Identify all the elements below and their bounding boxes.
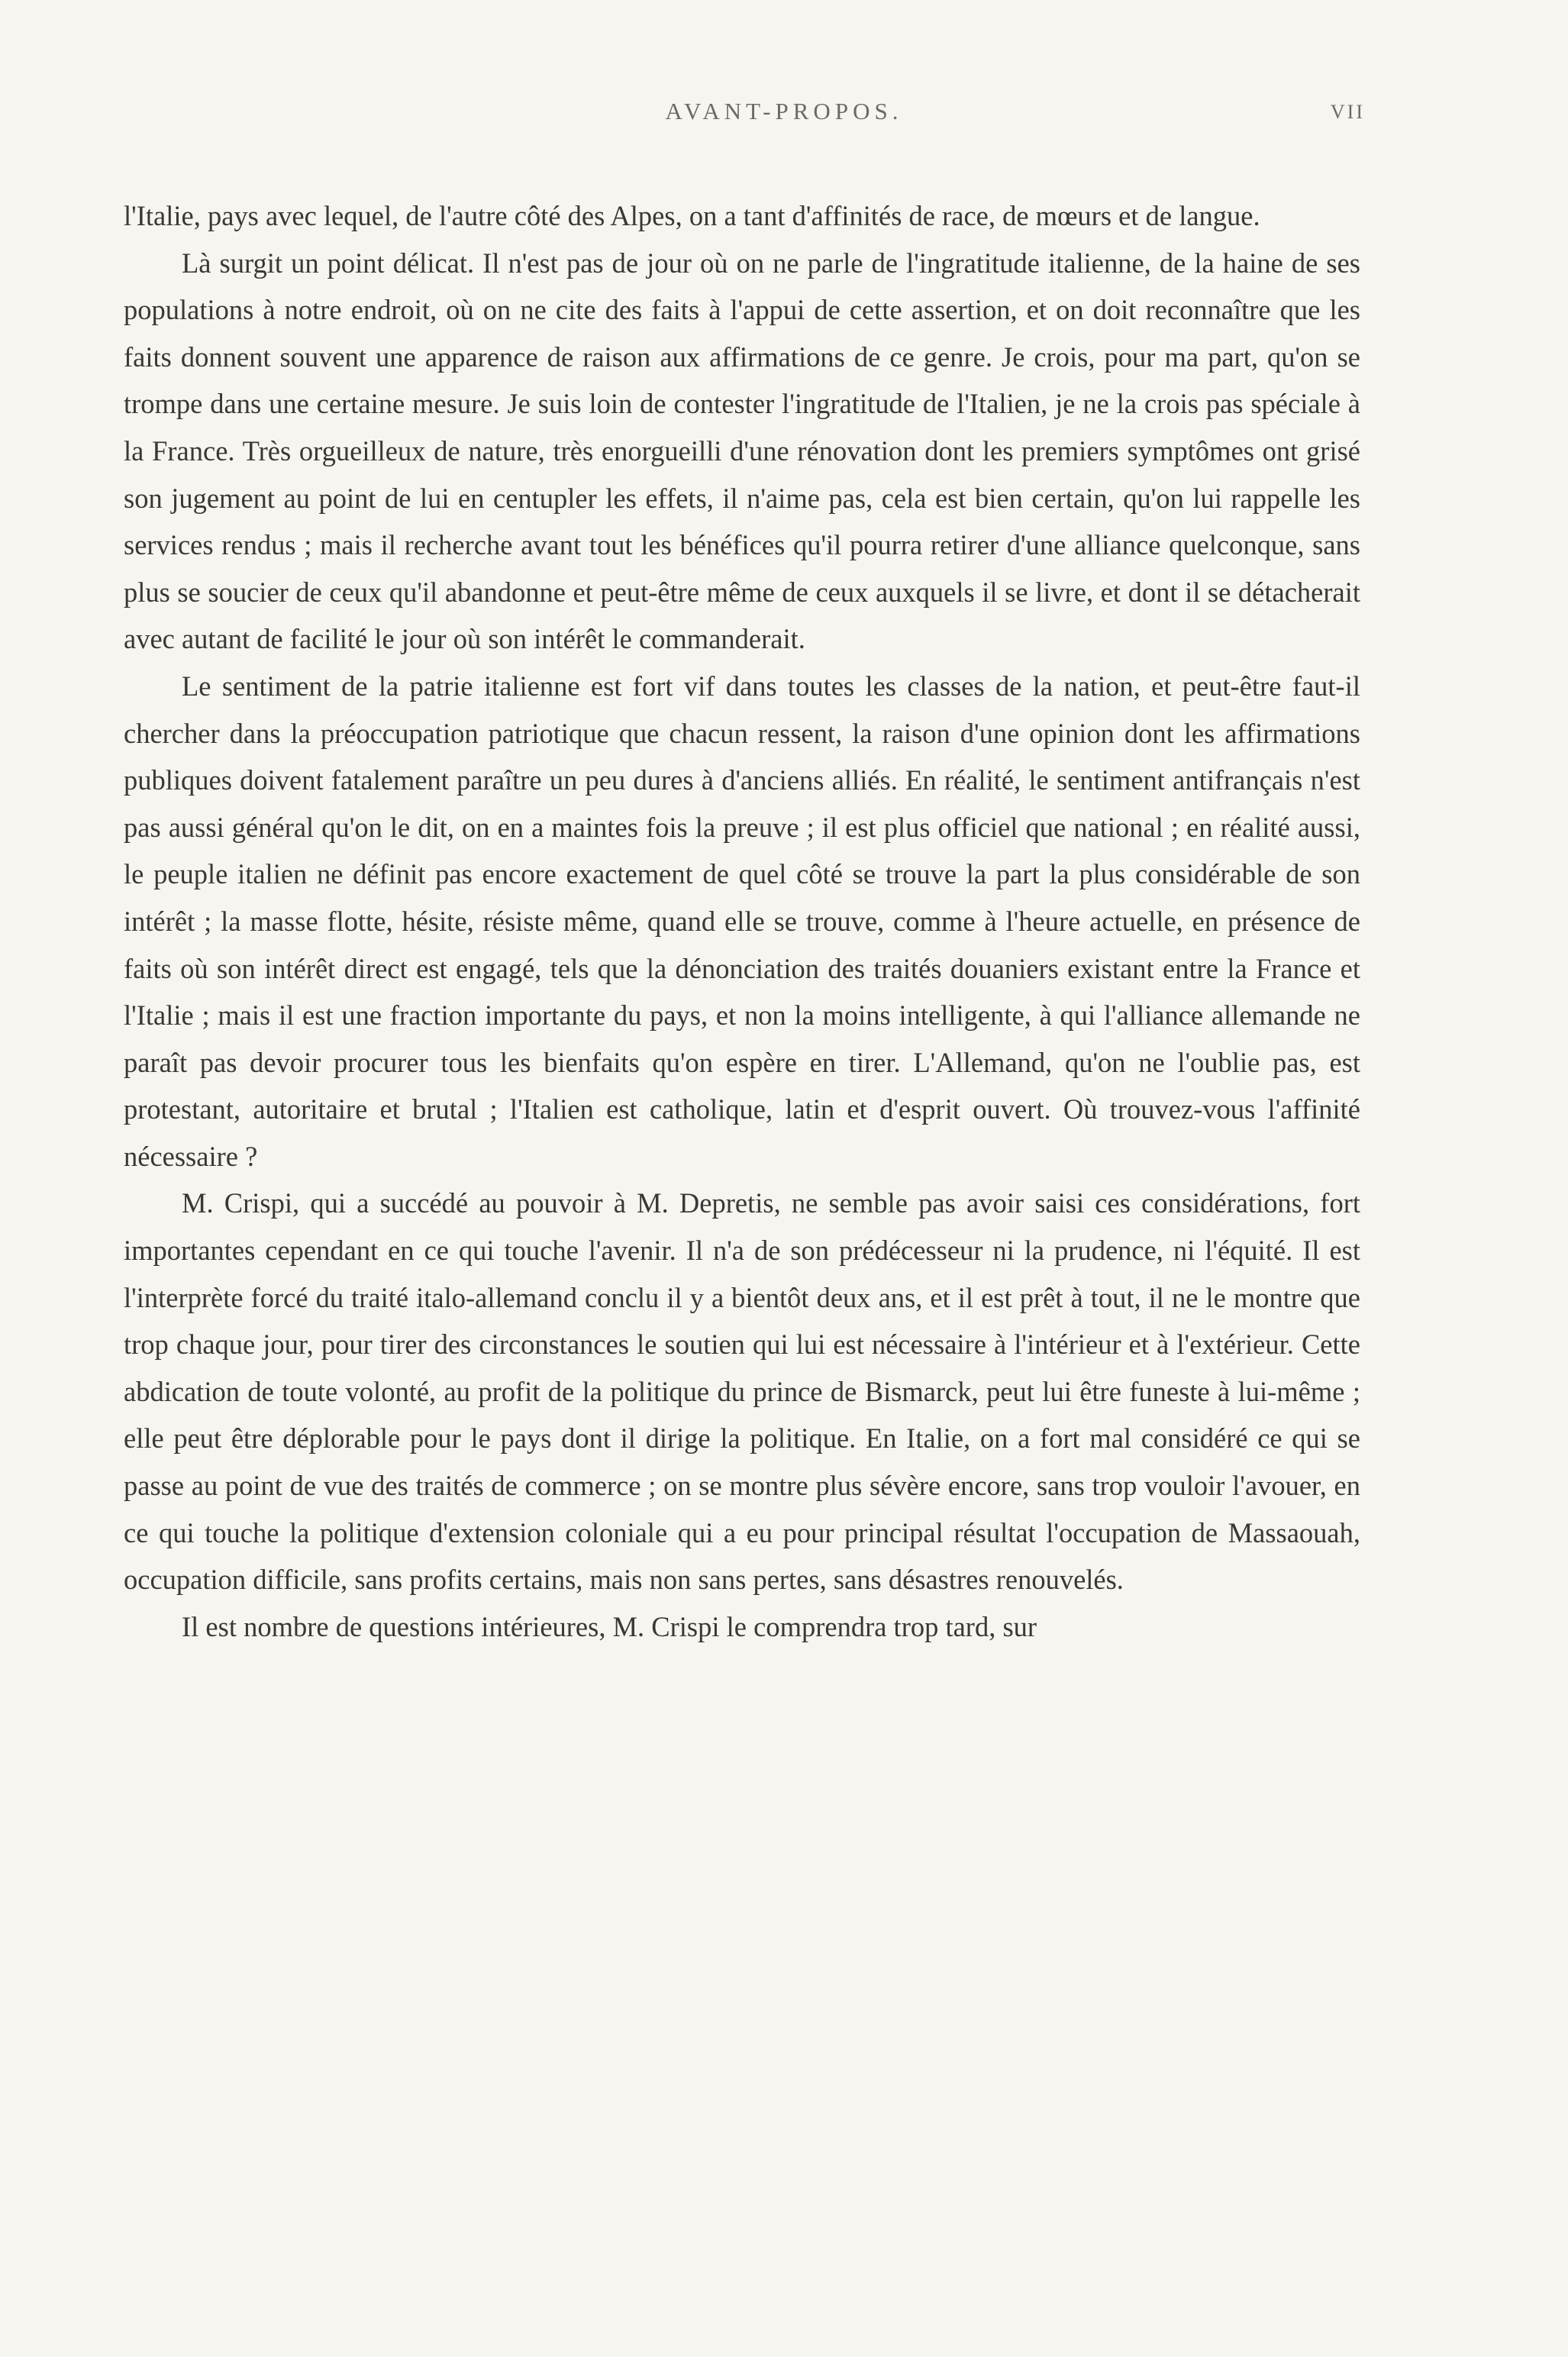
body-text: [124, 192, 1360, 1650]
page-number: VII: [1330, 101, 1365, 123]
paragraph-4: M. Crispi, qui a succédé au pouvoir à M. Depretis, ne semble pas avoir saisi ces considérations, fort importantes cependant en ce qui touche l'avenir. Il n'a de son prédécesseur ni la prudence, ni l'équité. Il est l'interprète forcé du traité italo-allemand conclu il y a bientôt deux ans, et il est prêt à tout, il ne le montre que trop chaque jour, pour tirer des circonstances le soutien qui lui est nécessaire à l'intérieur et à l'extérieur. Cette abdication de toute volonté, au profit de la politique du prince de Bismarck, peut lui être funeste à lui-même ; elle peut être déplorable pour le pays dont il dirige la politique. En Italie, on a fort mal considéré ce qui se passe au point de vue des traités de commerce ; on se montre plus sévère encore, sans trop vouloir l'avouer, en ce qui touche la politique d'extension coloniale qui a eu pour principal résultat l'occupation de Massaouah, occupation difficile, sans profits certains, mais non sans pertes, sans désastres renouvelés.: [124, 1187, 1360, 1596]
paragraph-5: Il est nombre de questions intérieures, M. Crispi le comprendra trop tard, sur: [182, 1610, 1037, 1642]
paragraph-2: Là surgit un point délicat. Il n'est pas de jour où on ne parle de l'ingratitude italienne, de la haine de ses populations à notre endroit, où on ne cite des faits à l'appui de cette assertion, et on doit reconnaître que les faits donnent souvent une apparence de raison aux affirmations de ce genre. Je crois, pour ma part, qu'on se trompe dans une certaine mesure. Je suis loin de contester l'ingratitude de l'Italien, je ne la crois pas spéciale à la France. Très orgueilleux de nature, très enorgueilli d'une rénovation dont les premiers symptômes ont grisé son jugement au point de lui en centupler les effets, il n'aime pas, cela est bien certain, qu'on lui rappelle les services rendus ; mais il recherche avant tout les bénéfices qu'il pourra retirer d'une alliance quelconque, sans plus se soucier de ceux qu'il abandonne et peut-être même de ceux auxquels il se livre, et dont il se détacherait avec autant de facilité le jour où son intérêt le commanderait.: [124, 247, 1360, 655]
running-title: AVANT-PROPOS.: [665, 98, 903, 124]
running-head: [0, 98, 1568, 131]
paragraph-3: Le sentiment de la patrie italienne est fort vif dans toutes les classes de la nation, et peut-être faut-il chercher dans la préoccupation patriotique que chacun ressent, la raison d'une opinion dont les affirmations publiques doivent fatalement paraître un peu dures à d'anciens alliés. En réalité, le sentiment antifrançais n'est pas aussi général qu'on le dit, on en a maintes fois la preuve ; il est plus officiel que national ; en réalité aussi, le peuple italien ne définit pas encore exactement de quel côté se trouve la part la plus considérable de son intérêt ; la masse flotte, hésite, résiste même, quand elle se trouve, comme à l'heure actuelle, en présence de faits où son intérêt direct est engagé, tels que la dénonciation des traités douaniers existant entre la France et l'Italie ; mais il est une fraction importante du pays, et non la moins intelligente, à qui l'alliance allemande ne paraît pas devoir procurer tous les bienfaits qu'on espère en tirer. L'Allemand, qu'on ne l'oublie pas, est protestant, autoritaire et brutal ; l'Italien est catholique, latin et d'esprit ouvert. Où trouvez-vous l'affinité nécessaire ?: [124, 670, 1360, 1172]
paragraph-1: l'Italie, pays avec lequel, de l'autre côté des Alpes, on a tant d'affinités de race, de mœurs et de langue.: [124, 200, 1260, 231]
